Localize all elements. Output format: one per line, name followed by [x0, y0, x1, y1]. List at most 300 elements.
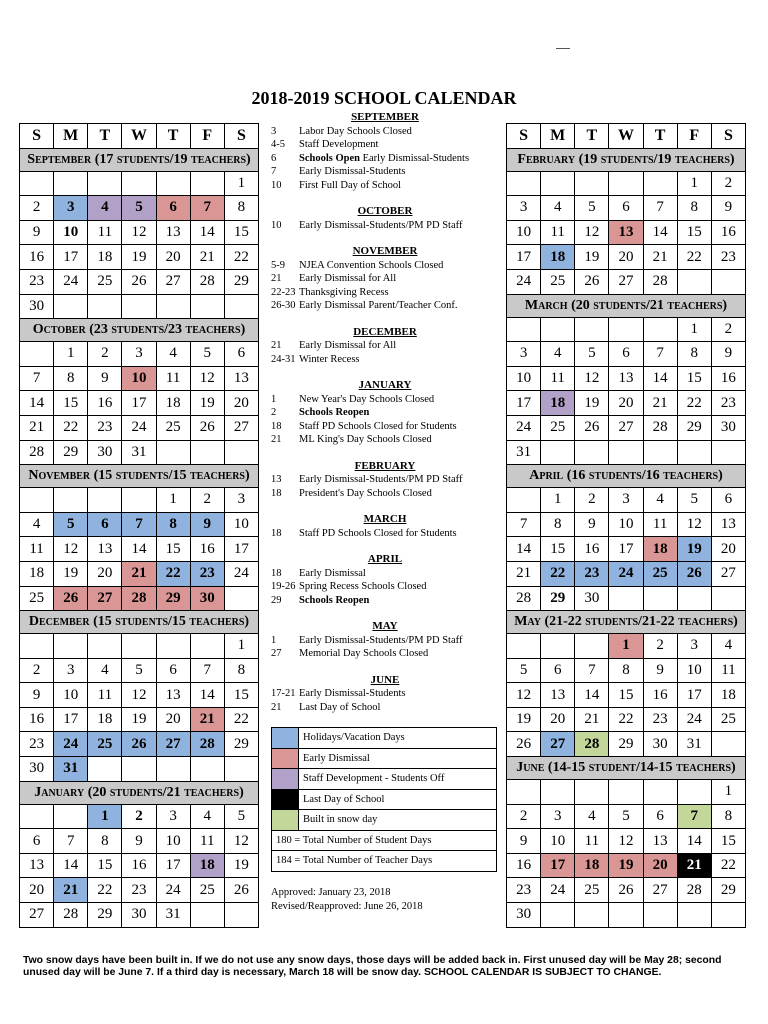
event-item: [271, 219, 499, 233]
week-row: [507, 220, 746, 245]
day-cell: [122, 634, 156, 659]
day-cell: 3: [677, 634, 711, 659]
day-cell: 12: [54, 537, 88, 562]
day-cell: 19: [122, 707, 156, 732]
month-header: [20, 781, 259, 804]
event-date: 18: [271, 487, 282, 499]
month-header-row: [507, 611, 746, 634]
day-cell: 13: [609, 366, 643, 391]
day-cell: 7: [122, 512, 156, 537]
day-cell: 24: [507, 415, 541, 440]
day-cell: [190, 171, 224, 196]
day-cell: 11: [541, 220, 575, 245]
event-text-normal: Staff PD Schools Closed for Students: [299, 420, 457, 432]
day-cell: 27: [609, 415, 643, 440]
day-cell: 6: [609, 342, 643, 367]
day-cell: 27: [156, 269, 190, 294]
day-cell: [20, 171, 54, 196]
day-cell: [224, 757, 258, 782]
week-row: [507, 171, 746, 196]
day-cell: 29: [609, 732, 643, 757]
day-cell: 28: [54, 903, 88, 928]
day-cell: [156, 634, 190, 659]
day-cell: 21: [643, 245, 677, 270]
page-title: 2018-2019 SCHOOL CALENDAR: [251, 88, 517, 108]
day-cell: 25: [20, 586, 54, 611]
day-cell: 14: [575, 683, 609, 708]
day-cell: 27: [711, 561, 745, 586]
day-cell: 27: [156, 732, 190, 757]
day-cell: 31: [54, 757, 88, 782]
day-cell: 18: [643, 537, 677, 562]
event-item: [271, 165, 499, 179]
day-cell: 23: [122, 878, 156, 903]
weekday-label: W: [122, 124, 156, 149]
event-date: 3: [271, 125, 277, 137]
day-cell: [677, 780, 711, 805]
legend: [271, 727, 497, 872]
day-cell: 25: [190, 878, 224, 903]
day-cell: 5: [54, 512, 88, 537]
day-cell: 11: [88, 220, 122, 245]
day-cell: 23: [711, 245, 745, 270]
legend-row: [272, 789, 497, 810]
event-date: 13: [271, 474, 282, 485]
event-item: [271, 406, 499, 420]
week-row: [20, 537, 259, 562]
day-cell: 3: [609, 488, 643, 513]
day-cell: [20, 488, 54, 513]
month-header: [20, 148, 259, 171]
day-cell: 26: [575, 269, 609, 294]
day-cell: 23: [88, 415, 122, 440]
day-cell: [541, 171, 575, 196]
day-cell: 1: [609, 634, 643, 659]
event-text-normal: Early Dismissal-Students: [299, 166, 406, 177]
event-date: 19-26: [271, 581, 296, 592]
month-day-counts: (15 students/15 teachers): [93, 614, 250, 630]
day-cell: 30: [190, 586, 224, 611]
day-cell: 29: [88, 903, 122, 928]
event-item: [271, 487, 499, 501]
day-cell: 9: [122, 829, 156, 854]
day-cell: 24: [541, 878, 575, 903]
day-cell: 25: [541, 269, 575, 294]
day-cell: 18: [88, 245, 122, 270]
week-row: [507, 245, 746, 270]
day-cell: 25: [156, 415, 190, 440]
day-cell: 8: [711, 804, 745, 829]
week-row: [507, 512, 746, 537]
day-cell: 4: [541, 196, 575, 221]
day-cell: 21: [122, 561, 156, 586]
day-cell: [54, 294, 88, 319]
week-row: [20, 586, 259, 611]
day-cell: 22: [54, 415, 88, 440]
day-cell: [575, 903, 609, 928]
day-cell: 15: [54, 391, 88, 416]
day-cell: 21: [190, 245, 224, 270]
week-row: [20, 196, 259, 221]
day-cell: 1: [88, 804, 122, 829]
event-text: [299, 647, 428, 661]
day-cell: 26: [507, 732, 541, 757]
month-header: [507, 611, 746, 634]
day-cell: 28: [643, 269, 677, 294]
event-text-bold: Schools Reopen: [299, 407, 370, 418]
day-cell: 15: [224, 220, 258, 245]
legend-row: [272, 728, 497, 749]
day-cell: 1: [156, 488, 190, 513]
event-text: [299, 567, 366, 581]
legend-row: [272, 748, 497, 769]
week-row: [20, 757, 259, 782]
day-cell: 24: [122, 415, 156, 440]
day-cell: 4: [643, 488, 677, 513]
month-day-counts: (21-22 students/21-22 teachers): [544, 614, 738, 630]
day-cell: 15: [609, 683, 643, 708]
month-header-row: [20, 148, 259, 171]
day-cell: 16: [20, 245, 54, 270]
event-date: 29: [271, 594, 282, 606]
day-cell: 19: [507, 707, 541, 732]
day-cell: 9: [643, 658, 677, 683]
legend-total-row: [272, 830, 497, 851]
day-cell: 4: [20, 512, 54, 537]
day-cell: [541, 903, 575, 928]
day-cell: 4: [190, 804, 224, 829]
day-cell: [541, 780, 575, 805]
day-cell: 7: [54, 829, 88, 854]
day-cell: [507, 171, 541, 196]
day-cell: 14: [190, 683, 224, 708]
day-cell: 18: [711, 683, 745, 708]
event-text: [299, 152, 469, 166]
month-header-row: [507, 465, 746, 488]
day-cell: 18: [88, 707, 122, 732]
week-row: [507, 903, 746, 928]
day-cell: [575, 634, 609, 659]
week-row: [507, 269, 746, 294]
day-cell: [711, 586, 745, 611]
day-cell: [677, 586, 711, 611]
day-cell: 16: [575, 537, 609, 562]
week-row: [20, 634, 259, 659]
week-row: [507, 440, 746, 465]
weekday-label: S: [711, 124, 745, 149]
day-cell: 26: [54, 586, 88, 611]
day-cell: [224, 586, 258, 611]
day-cell: 8: [677, 342, 711, 367]
month-header-row: [20, 781, 259, 804]
day-cell: [677, 269, 711, 294]
day-cell: [643, 317, 677, 342]
day-cell: 6: [224, 342, 258, 367]
event-text: [299, 179, 401, 193]
day-cell: 3: [54, 196, 88, 221]
month-header-row: [507, 757, 746, 780]
day-cell: [156, 440, 190, 465]
day-cell: [609, 780, 643, 805]
event-text-normal: ML King's Day Schools Closed: [299, 434, 432, 445]
day-cell: 3: [224, 488, 258, 513]
day-cell: [190, 440, 224, 465]
month-name: November: [28, 468, 91, 484]
event-item: [271, 179, 499, 193]
day-cell: 6: [643, 804, 677, 829]
day-cell: [190, 903, 224, 928]
month-day-counts: (16 students/16 teachers): [566, 468, 723, 484]
event-item: [271, 353, 499, 367]
event-text-normal: Labor Day Schools Closed: [299, 125, 412, 137]
day-cell: 3: [122, 342, 156, 367]
day-cell: 16: [507, 853, 541, 878]
day-cell: 1: [54, 342, 88, 367]
day-cell: [88, 634, 122, 659]
day-cell: 31: [122, 440, 156, 465]
event-item: [271, 299, 499, 313]
week-row: [507, 537, 746, 562]
event-item: [271, 594, 499, 608]
day-cell: 18: [20, 561, 54, 586]
weekday-label: W: [609, 124, 643, 149]
day-cell: 22: [541, 561, 575, 586]
event-date: 17-21: [271, 688, 296, 699]
week-row: [20, 683, 259, 708]
day-cell: 5: [122, 196, 156, 221]
event-text: [299, 473, 462, 487]
day-cell: [122, 757, 156, 782]
footer-note: Two snow days have been built in. If we do not use any snow days, those days will be added back in. First unused day will be May 28; second unused day will be June 7. If a third day is necessary, March 18 will be snow day. SCHOOL CALENDAR IS SUBJECT TO CHANGE.: [23, 955, 722, 978]
day-cell: 25: [575, 878, 609, 903]
week-row: [507, 391, 746, 416]
event-date: 2: [271, 407, 277, 418]
month-name: March: [524, 297, 568, 313]
day-cell: 11: [711, 658, 745, 683]
day-cell: 27: [609, 269, 643, 294]
day-cell: 20: [156, 245, 190, 270]
day-cell: 6: [156, 196, 190, 221]
event-section: [271, 513, 499, 540]
event-item: [271, 701, 499, 715]
week-row: [20, 294, 259, 319]
day-cell: 18: [190, 853, 224, 878]
event-section: [271, 111, 499, 192]
event-item: [271, 527, 499, 541]
week-row: [20, 658, 259, 683]
event-month-heading: SEPTEMBER: [351, 111, 419, 123]
event-date: 10: [271, 219, 282, 231]
event-text-normal: Early Dismissal-Students/PM PD Staff: [299, 634, 463, 646]
event-item: [271, 125, 499, 139]
day-cell: [541, 440, 575, 465]
day-cell: 12: [507, 683, 541, 708]
month-header-row: [20, 319, 259, 342]
day-cell: 8: [224, 196, 258, 221]
event-text-normal: Early Dismissal-Students/PM PD Staff: [299, 474, 463, 485]
event-item: [271, 473, 499, 487]
day-cell: 14: [54, 853, 88, 878]
week-row: [20, 878, 259, 903]
day-cell: 7: [20, 366, 54, 391]
day-cell: 29: [677, 415, 711, 440]
day-cell: [20, 634, 54, 659]
week-row: [507, 878, 746, 903]
event-text: [299, 406, 369, 420]
day-cell: 8: [541, 512, 575, 537]
event-section: [271, 379, 499, 447]
day-cell: 15: [541, 537, 575, 562]
week-row: [20, 829, 259, 854]
day-cell: 19: [122, 245, 156, 270]
day-cell: 23: [20, 732, 54, 757]
month-name: September: [27, 151, 92, 167]
day-cell: 23: [190, 561, 224, 586]
day-cell: 21: [190, 707, 224, 732]
day-cell: 2: [711, 171, 745, 196]
day-cell: 11: [88, 683, 122, 708]
day-cell: 15: [677, 220, 711, 245]
week-row: [20, 903, 259, 928]
day-cell: 2: [507, 804, 541, 829]
event-item: [271, 420, 499, 434]
day-cell: 15: [224, 683, 258, 708]
day-cell: 13: [224, 366, 258, 391]
week-row: [507, 366, 746, 391]
day-cell: 21: [54, 878, 88, 903]
day-cell: [190, 634, 224, 659]
week-row: [20, 269, 259, 294]
event-text-normal: Last Day of School: [299, 701, 381, 713]
month-header: [507, 294, 746, 317]
month-header: [20, 465, 259, 488]
week-row: [20, 366, 259, 391]
event-text: [299, 286, 389, 300]
day-cell: 12: [224, 829, 258, 854]
day-cell: 28: [190, 269, 224, 294]
day-cell: 8: [156, 512, 190, 537]
day-cell: 26: [224, 878, 258, 903]
day-cell: 17: [156, 853, 190, 878]
day-cell: 30: [643, 732, 677, 757]
day-cell: 29: [224, 732, 258, 757]
month-header: [507, 148, 746, 171]
event-text: [299, 580, 426, 594]
day-cell: 4: [541, 342, 575, 367]
day-cell: 28: [507, 586, 541, 611]
day-cell: 12: [609, 829, 643, 854]
day-cell: 17: [609, 537, 643, 562]
day-cell: 22: [609, 707, 643, 732]
day-cell: 16: [122, 853, 156, 878]
event-item: [271, 138, 499, 152]
weekday-label: T: [575, 124, 609, 149]
day-cell: 2: [711, 317, 745, 342]
day-cell: 22: [711, 853, 745, 878]
day-cell: 17: [507, 391, 541, 416]
month-name: May: [514, 614, 541, 630]
month-name: December: [28, 614, 90, 630]
month-day-counts: (23 students/23 teachers): [89, 322, 246, 338]
day-cell: 25: [88, 269, 122, 294]
day-cell: 30: [122, 903, 156, 928]
day-cell: [156, 294, 190, 319]
day-cell: [609, 171, 643, 196]
event-text-normal: Early Dismissal-Students: [359, 152, 470, 164]
day-cell: [20, 804, 54, 829]
event-item: [271, 433, 499, 447]
day-cell: 14: [122, 537, 156, 562]
event-text: [299, 687, 405, 701]
day-cell: 21: [507, 561, 541, 586]
day-cell: 20: [20, 878, 54, 903]
day-cell: 1: [224, 171, 258, 196]
day-cell: 28: [677, 878, 711, 903]
month-header: [20, 611, 259, 634]
event-date: 10: [271, 179, 282, 191]
event-item: [271, 647, 499, 661]
day-cell: [609, 586, 643, 611]
event-date: 6: [271, 152, 277, 164]
month-day-counts: (20 students/21 teachers): [87, 784, 244, 800]
week-row: [20, 561, 259, 586]
event-date: 18: [271, 527, 282, 539]
day-cell: 10: [677, 658, 711, 683]
day-cell: 28: [643, 415, 677, 440]
decorative-dash: [556, 48, 570, 49]
day-cell: 7: [507, 512, 541, 537]
day-cell: 27: [224, 415, 258, 440]
week-row: [507, 488, 746, 513]
month-header-row: [507, 148, 746, 171]
day-cell: [575, 780, 609, 805]
day-cell: 19: [677, 537, 711, 562]
day-cell: 28: [20, 440, 54, 465]
day-cell: 21: [20, 415, 54, 440]
day-cell: 15: [711, 829, 745, 854]
event-text-bold: Schools Reopen: [299, 594, 370, 606]
week-row: [20, 707, 259, 732]
day-cell: 16: [190, 537, 224, 562]
day-cell: 20: [224, 391, 258, 416]
day-cell: 13: [711, 512, 745, 537]
day-cell: 19: [224, 853, 258, 878]
event-date: 7: [271, 166, 277, 177]
week-row: [20, 415, 259, 440]
day-cell: 9: [20, 683, 54, 708]
day-cell: 3: [541, 804, 575, 829]
day-cell: 1: [224, 634, 258, 659]
day-cell: 24: [156, 878, 190, 903]
day-cell: 8: [609, 658, 643, 683]
event-text-normal: Early Dismissal-Students/PM PD Staff: [299, 219, 463, 231]
day-cell: 17: [224, 537, 258, 562]
day-cell: [88, 488, 122, 513]
day-cell: 22: [88, 878, 122, 903]
day-cell: 5: [224, 804, 258, 829]
legend-swatch: [272, 810, 299, 831]
event-text: [299, 339, 396, 353]
day-cell: 19: [190, 391, 224, 416]
event-month-heading: MAY: [372, 620, 398, 632]
day-cell: 13: [156, 220, 190, 245]
day-cell: 10: [224, 512, 258, 537]
day-cell: [643, 171, 677, 196]
day-cell: 23: [20, 269, 54, 294]
week-row: [20, 804, 259, 829]
day-cell: 11: [541, 366, 575, 391]
day-cell: 29: [541, 586, 575, 611]
